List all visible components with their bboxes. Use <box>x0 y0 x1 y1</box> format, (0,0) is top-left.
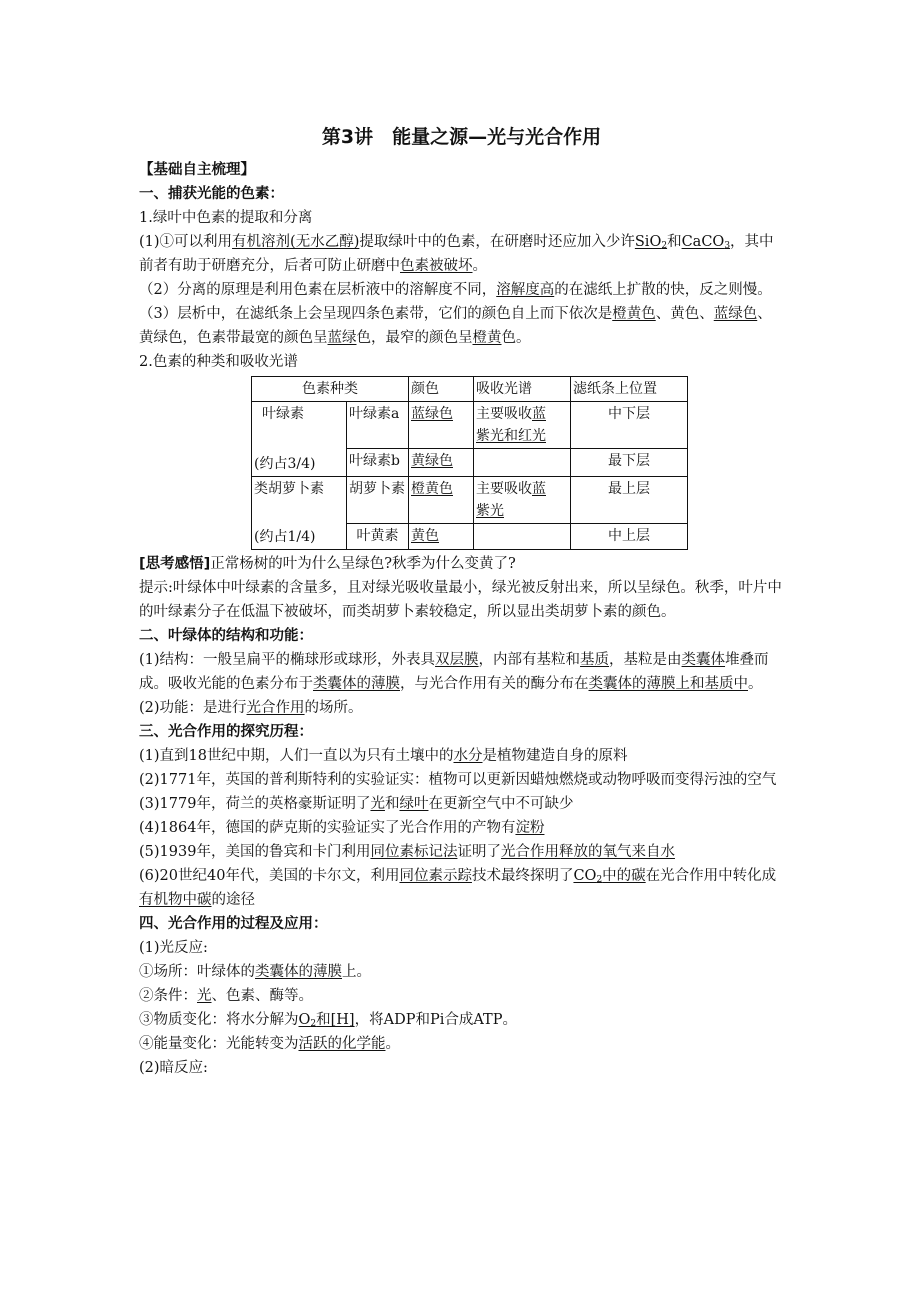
table-cell: 中上层 <box>571 524 688 550</box>
table-cell: 黄色 <box>409 524 474 550</box>
table-cell: 叶黄素 <box>347 524 409 550</box>
paragraph-function: (2)功能：是进行光合作用的场所。 <box>139 700 363 716</box>
table-header-cell: 颜色 <box>409 377 474 402</box>
table-cell <box>474 524 571 550</box>
section-3-heading: 三、光合作用的探究历程： <box>139 724 313 740</box>
table-cell: 叶绿素b <box>347 449 409 477</box>
table-header-cell: 色素种类 <box>252 377 409 402</box>
table-row <box>252 402 688 449</box>
table-header-cell: 吸收光谱 <box>474 377 571 402</box>
document-page <box>139 118 784 1080</box>
table-cell: 胡萝卜素 <box>347 477 409 524</box>
history-item: (3)1779年，荷兰的英格豪斯证明了光和绿叶在更新空气中不可缺少 <box>139 796 574 812</box>
pigment-table <box>251 376 688 550</box>
section-2-heading: 二、叶绿体的结构和功能： <box>139 628 313 644</box>
paragraph-separation-principle: （2）分离的原理是利用色素在层析液中的溶解度不同，溶解度高的在滤纸上扩散的快，反之则慢。 <box>139 282 772 298</box>
section-4-heading: 四、光合作用的过程及应用： <box>139 916 328 932</box>
light-reaction-item: ②条件：光、色素、酶等。 <box>139 988 313 1004</box>
chlorophyll-group-cell: 叶绿素 (约占3/4) <box>252 402 347 477</box>
table-cell: 黄绿色 <box>409 449 474 477</box>
table-cell: 主要吸收蓝 紫光和红光 <box>474 402 571 449</box>
table-header-row <box>252 377 688 402</box>
table-cell: 最下层 <box>571 449 688 477</box>
table-cell: 橙黄色 <box>409 477 474 524</box>
subheading-pigment-types: 2.色素的种类和吸收光谱 <box>139 354 298 370</box>
section-1-heading: 一、捕获光能的色素： <box>139 186 284 202</box>
history-item: (5)1939年，美国的鲁宾和卡门利用同位素标记法证明了光合作用释放的氧气来自水 <box>139 844 675 860</box>
history-item: (1)直到18世纪中期，人们一直以为只有土壤中的水分是植物建造自身的原料 <box>139 748 628 764</box>
table-cell <box>474 449 571 477</box>
table-cell: 最上层 <box>571 477 688 524</box>
paragraph-chromatography: （3）层析中，在滤纸条上会呈现四条色素带，它们的颜色自上而下依次是橙黄色、黄色、蓝绿色、黄绿色，色素带最宽的颜色呈蓝绿色，最窄的颜色呈橙黄色。 <box>139 306 772 346</box>
table-cell: 蓝绿色 <box>409 402 474 449</box>
carotenoid-group-cell: 类胡萝卜素 (约占1/4) <box>252 477 347 550</box>
history-item: (2)1771年，英国的普利斯特利的实验证实：植物可以更新因蜡烛燃烧或动物呼吸而变得污浊的空气 <box>139 772 777 788</box>
light-reaction-heading: (1)光反应: <box>139 940 208 956</box>
think-answer: 提示:叶绿体中叶绿素的含量多，且对绿光吸收量最小，绿光被反射出来，所以呈绿色。秋季，叶片中的叶绿素分子在低温下被破坏，而类胡萝卜素较稳定，所以显出类胡萝卜素的颜色。 <box>139 580 782 620</box>
subheading-extraction: 1.绿叶中色素的提取和分离 <box>139 210 313 226</box>
light-reaction-item: ③物质变化：将水分解为$O_2$和[H]，将ADP和Pi合成ATP。 <box>139 1012 517 1029</box>
table-cell: 中下层 <box>571 402 688 449</box>
page-title: 第3讲 能量之源—光与光合作用 <box>321 126 602 148</box>
table-cell: 叶绿素a <box>347 402 409 449</box>
think-question: [思考感悟]正常杨树的叶为什么呈绿色?秋季为什么变黄了? <box>139 556 516 572</box>
section-header: 【基础自主梳理】 <box>139 162 255 178</box>
history-item: (4)1864年，德国的萨克斯的实验证实了光合作用的产物有淀粉 <box>139 820 545 836</box>
history-item: (6)20世纪40年代，美国的卡尔文，利用同位素示踪技术最终探明了$CO_2$中的碳在光合作用中转化成有机物中碳的途径 <box>139 868 777 908</box>
table-cell: 主要吸收蓝 紫光 <box>474 477 571 524</box>
light-reaction-item: ④能量变化：光能转变为活跃的化学能。 <box>139 1036 400 1052</box>
dark-reaction-heading: (2)暗反应: <box>139 1060 208 1076</box>
light-reaction-item: ①场所：叶绿体的类囊体的薄膜上。 <box>139 964 371 980</box>
table-header-cell: 滤纸条上位置 <box>571 377 688 402</box>
table-row <box>252 477 688 524</box>
paragraph-extraction: (1)①可以利用有机溶剂(无水乙醇)提取绿叶中的色素，在研磨时还应加入少许SiO$_2$和CaCO$_3$，其中前者有助于研磨充分，后者可防止研磨中色素被破坏。 <box>139 234 774 274</box>
paragraph-structure: (1)结构：一般呈扁平的椭球形或球形，外表具双层膜，内部有基粒和基质，基粒是由类囊体堆叠而成。吸收光能的色素分布于类囊体的薄膜，与光合作用有关的酶分布在类囊体的薄膜上和基质中。 <box>139 652 769 692</box>
